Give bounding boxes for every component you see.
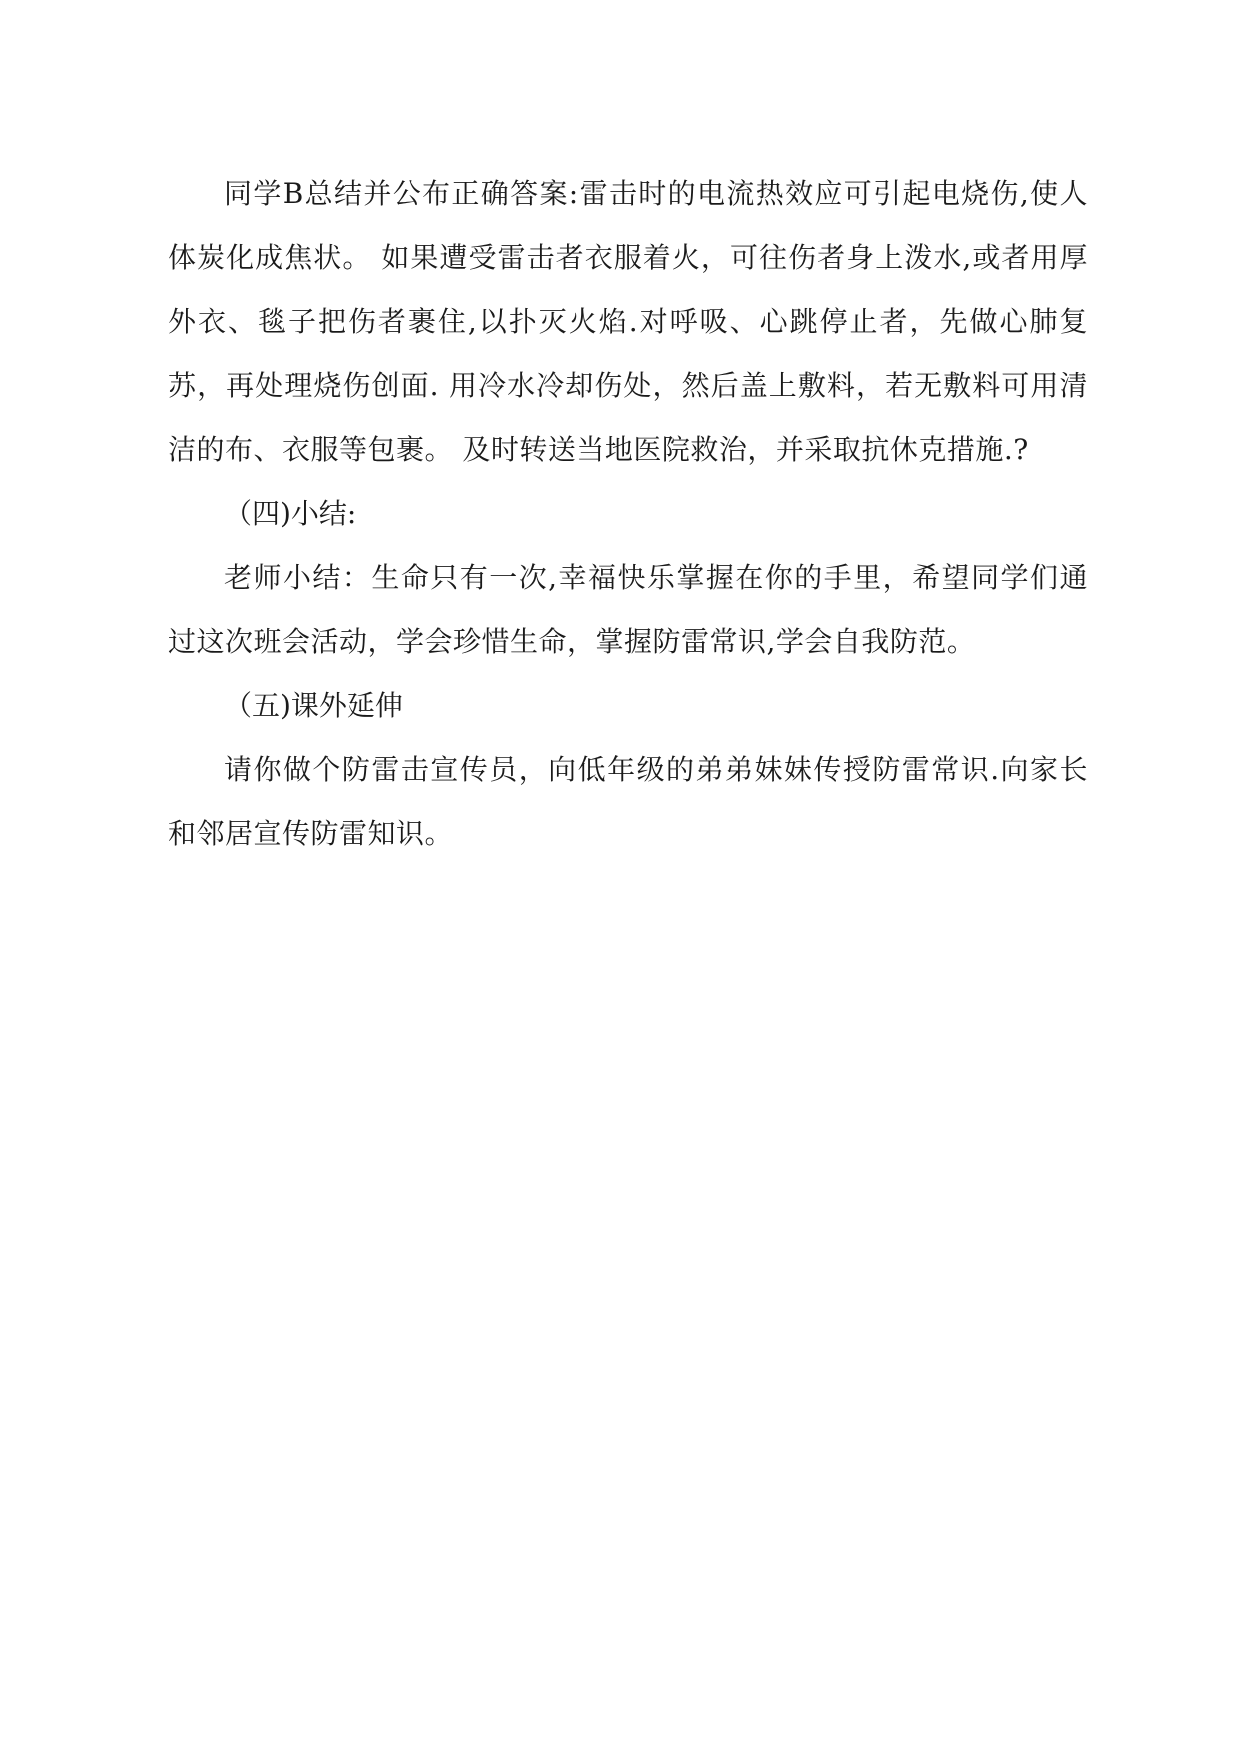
answer-summary-paragraph: 同学B总结并公布正确答案:雷击时的电流热效应可引起电烧伤,使人体炭化成焦状。 如果遭受雷击者衣服着火，可往伤者身上泼水,或者用厚外衣、毯子把伤者裹住,以扑灭火焰.对呼吸、心跳停止者，先做心肺复苏，再处理烧伤创面. 用冷水冷却伤处，然后盖上敷料，若无敷料可用清洁的布、衣服等包裹。 及时转送当地医院救治，并采取抗休克措施.? <box>168 177 1088 466</box>
document-body <box>168 162 1088 866</box>
section-heading-summary: （四)小结: <box>224 497 357 530</box>
section-heading-extension: （五)课外延伸 <box>224 689 403 722</box>
extension-paragraph: 请你做个防雷击宣传员，向低年级的弟弟妹妹传授防雷常识.向家长和邻居宣传防雷知识。 <box>168 753 1088 850</box>
teacher-summary-paragraph: 老师小结：生命只有一次,幸福快乐掌握在你的手里，希望同学们通过这次班会活动，学会珍惜生命，掌握防雷常识,学会自我防范。 <box>168 561 1088 658</box>
